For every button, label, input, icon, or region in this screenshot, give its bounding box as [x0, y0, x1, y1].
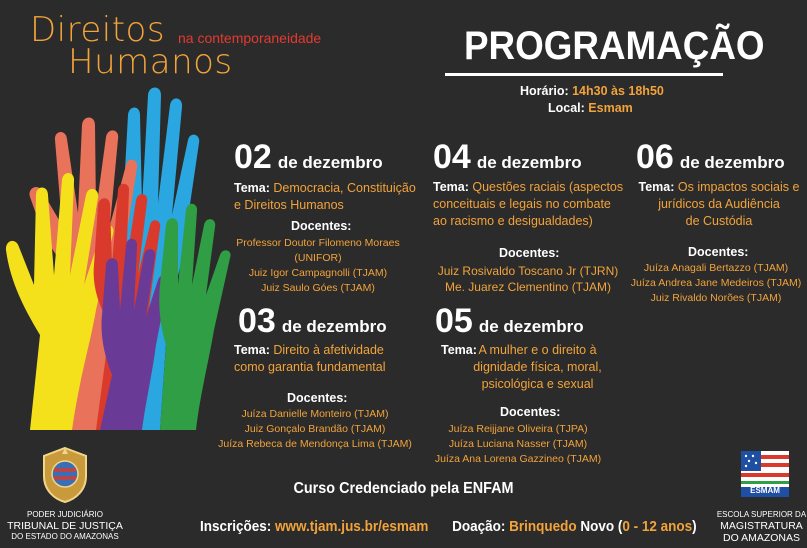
session-month: de dezembro	[277, 153, 383, 172]
session-day: 02	[234, 138, 272, 176]
docente-name: Juíza Luciana Nasser (TJAM)	[448, 438, 588, 450]
session-date	[636, 140, 785, 174]
docente-name: Juíza Ana Lorena Gazzineo (TJAM)	[434, 453, 602, 465]
docentes-list	[212, 236, 424, 296]
doacao-age: 0 - 12 anos	[622, 518, 693, 535]
topic-text-line: Direito à afetividade	[273, 343, 384, 357]
session-date	[433, 140, 582, 174]
topic-label: Tema:	[638, 180, 675, 194]
location-value: Esmam	[588, 101, 633, 115]
topic-text-line: A mulher e o direito à	[478, 343, 597, 357]
doacao-item: Brinquedo	[509, 518, 577, 535]
docente-name: Juiz Igor Campagnolli (TJAM)	[248, 267, 388, 279]
topic-text-line: como garantia fundamental	[234, 360, 386, 374]
tjam-seal-caption	[4, 510, 126, 542]
topic-text-line: Os impactos sociais e	[677, 180, 800, 194]
topic-text-line: dignidade física, moral,	[473, 360, 602, 374]
docentes-list	[425, 422, 611, 467]
session-day: 05	[435, 302, 473, 340]
doacao-paren-open: (	[617, 518, 623, 535]
session-month: de dezembro	[476, 153, 582, 172]
doacao-label: Doação:	[452, 518, 506, 535]
seal-line: PODER JUDICIÁRIO	[26, 510, 103, 519]
session-date	[234, 140, 383, 174]
seal-line: DO AMAZONAS	[722, 532, 800, 544]
schedule-line	[520, 84, 664, 98]
docente-name: Juíza Rebeca de Mendonça Lima (TJAM)	[218, 438, 412, 450]
docentes-heading: Docentes:	[500, 405, 561, 419]
program-title: PROGRAMAÇÃO	[464, 24, 765, 68]
docente-name: Juíza Reijjane Oliveira (TJPA)	[448, 423, 588, 435]
session-topic	[234, 342, 424, 376]
docente-name: Professor Doutor Filomeno Moraes (UNIFOR)	[236, 237, 400, 264]
docente-name: Juíza Andrea Jane Medeiros (TJAM)	[630, 277, 802, 289]
session-topic	[634, 179, 804, 230]
docente-name: Juíza Danielle Monteiro (TJAM)	[241, 408, 389, 420]
topic-text-line: de Custódia	[685, 214, 753, 228]
brand-title-line1: Direitos	[30, 10, 166, 50]
docentes-list	[626, 261, 806, 306]
title-underline	[445, 73, 723, 76]
topic-text-line: e Direitos Humanos	[234, 198, 344, 212]
topic-label: Tema:	[433, 180, 469, 194]
brand-subtitle: na contemporaneidade	[178, 30, 322, 46]
inscricoes-link[interactable]: www.tjam.jus.br/esmam	[275, 518, 429, 535]
topic-label: Tema:	[234, 181, 270, 195]
topic-text-line: ao racismo e desigualdades)	[433, 214, 593, 228]
session-topic-label	[441, 342, 477, 359]
docentes-heading: Docentes:	[287, 391, 348, 405]
location-line	[548, 101, 633, 115]
docentes-heading: Docentes:	[688, 245, 749, 259]
esmam-logo-text: ESMAM	[750, 486, 780, 495]
seal-line: MAGISTRATURA	[720, 520, 803, 532]
seal-line: DO ESTADO DO AMAZONAS	[11, 532, 119, 541]
docente-name: Juíza Anagali Bertazzo (TJAM)	[643, 262, 789, 274]
session-topic	[470, 342, 605, 393]
topic-label: Tema:	[234, 343, 270, 357]
docentes-heading: Docentes:	[291, 219, 352, 233]
session-date	[435, 304, 584, 338]
raised-hands-illustration	[0, 85, 240, 435]
brand-title-line2: Humanos	[68, 42, 233, 82]
session-day: 06	[636, 138, 674, 176]
session-day: 04	[433, 138, 471, 176]
esmam-seal-caption	[716, 510, 807, 544]
schedule-value: 14h30 às 18h50	[572, 84, 664, 98]
topic-text-line: conceituais e legais no combate	[433, 197, 611, 211]
docentes-list	[212, 407, 418, 452]
session-topic	[433, 179, 629, 230]
location-label: Local:	[548, 101, 585, 115]
inscricoes-label: Inscrições:	[200, 518, 272, 535]
topic-text-line: jurídicos da Audiência	[658, 197, 780, 211]
docente-name: Juiz Rivaldo Norões (TJAM)	[650, 292, 782, 304]
docentes-heading: Docentes:	[499, 246, 560, 260]
docente-name: Juiz Saulo Góes (TJAM)	[261, 282, 375, 294]
docente-name: Juiz Rosivaldo Toscano Jr (TJRN)	[437, 264, 619, 278]
session-month: de dezembro	[281, 317, 387, 336]
topic-text-line: psicológica e sexual	[481, 377, 594, 391]
session-month: de dezembro	[679, 153, 785, 172]
session-month: de dezembro	[478, 317, 584, 336]
session-date	[238, 304, 387, 338]
topic-text-line: Questões raciais (aspectos	[472, 180, 624, 194]
schedule-label: Horário:	[520, 84, 569, 98]
seal-line: TRIBUNAL DE JUSTIÇA	[7, 520, 123, 532]
doacao-item-qualifier: Novo	[580, 518, 615, 535]
topic-label: Tema:	[441, 343, 477, 357]
session-topic	[234, 180, 424, 214]
footer-info-line	[200, 518, 697, 535]
seal-line: ESCOLA SUPERIOR DA	[716, 510, 807, 519]
docente-name: Juiz Gonçalo Brandão (TJAM)	[244, 423, 386, 435]
enfam-credential: Curso Credenciado pela ENFAM	[293, 480, 514, 497]
doacao-paren-close: )	[692, 518, 697, 535]
docente-name: Me. Juarez Clementino (TJAM)	[444, 280, 612, 294]
topic-text-line: Democracia, Constituição	[273, 181, 416, 195]
session-day: 03	[238, 302, 276, 340]
docentes-list	[430, 263, 626, 295]
